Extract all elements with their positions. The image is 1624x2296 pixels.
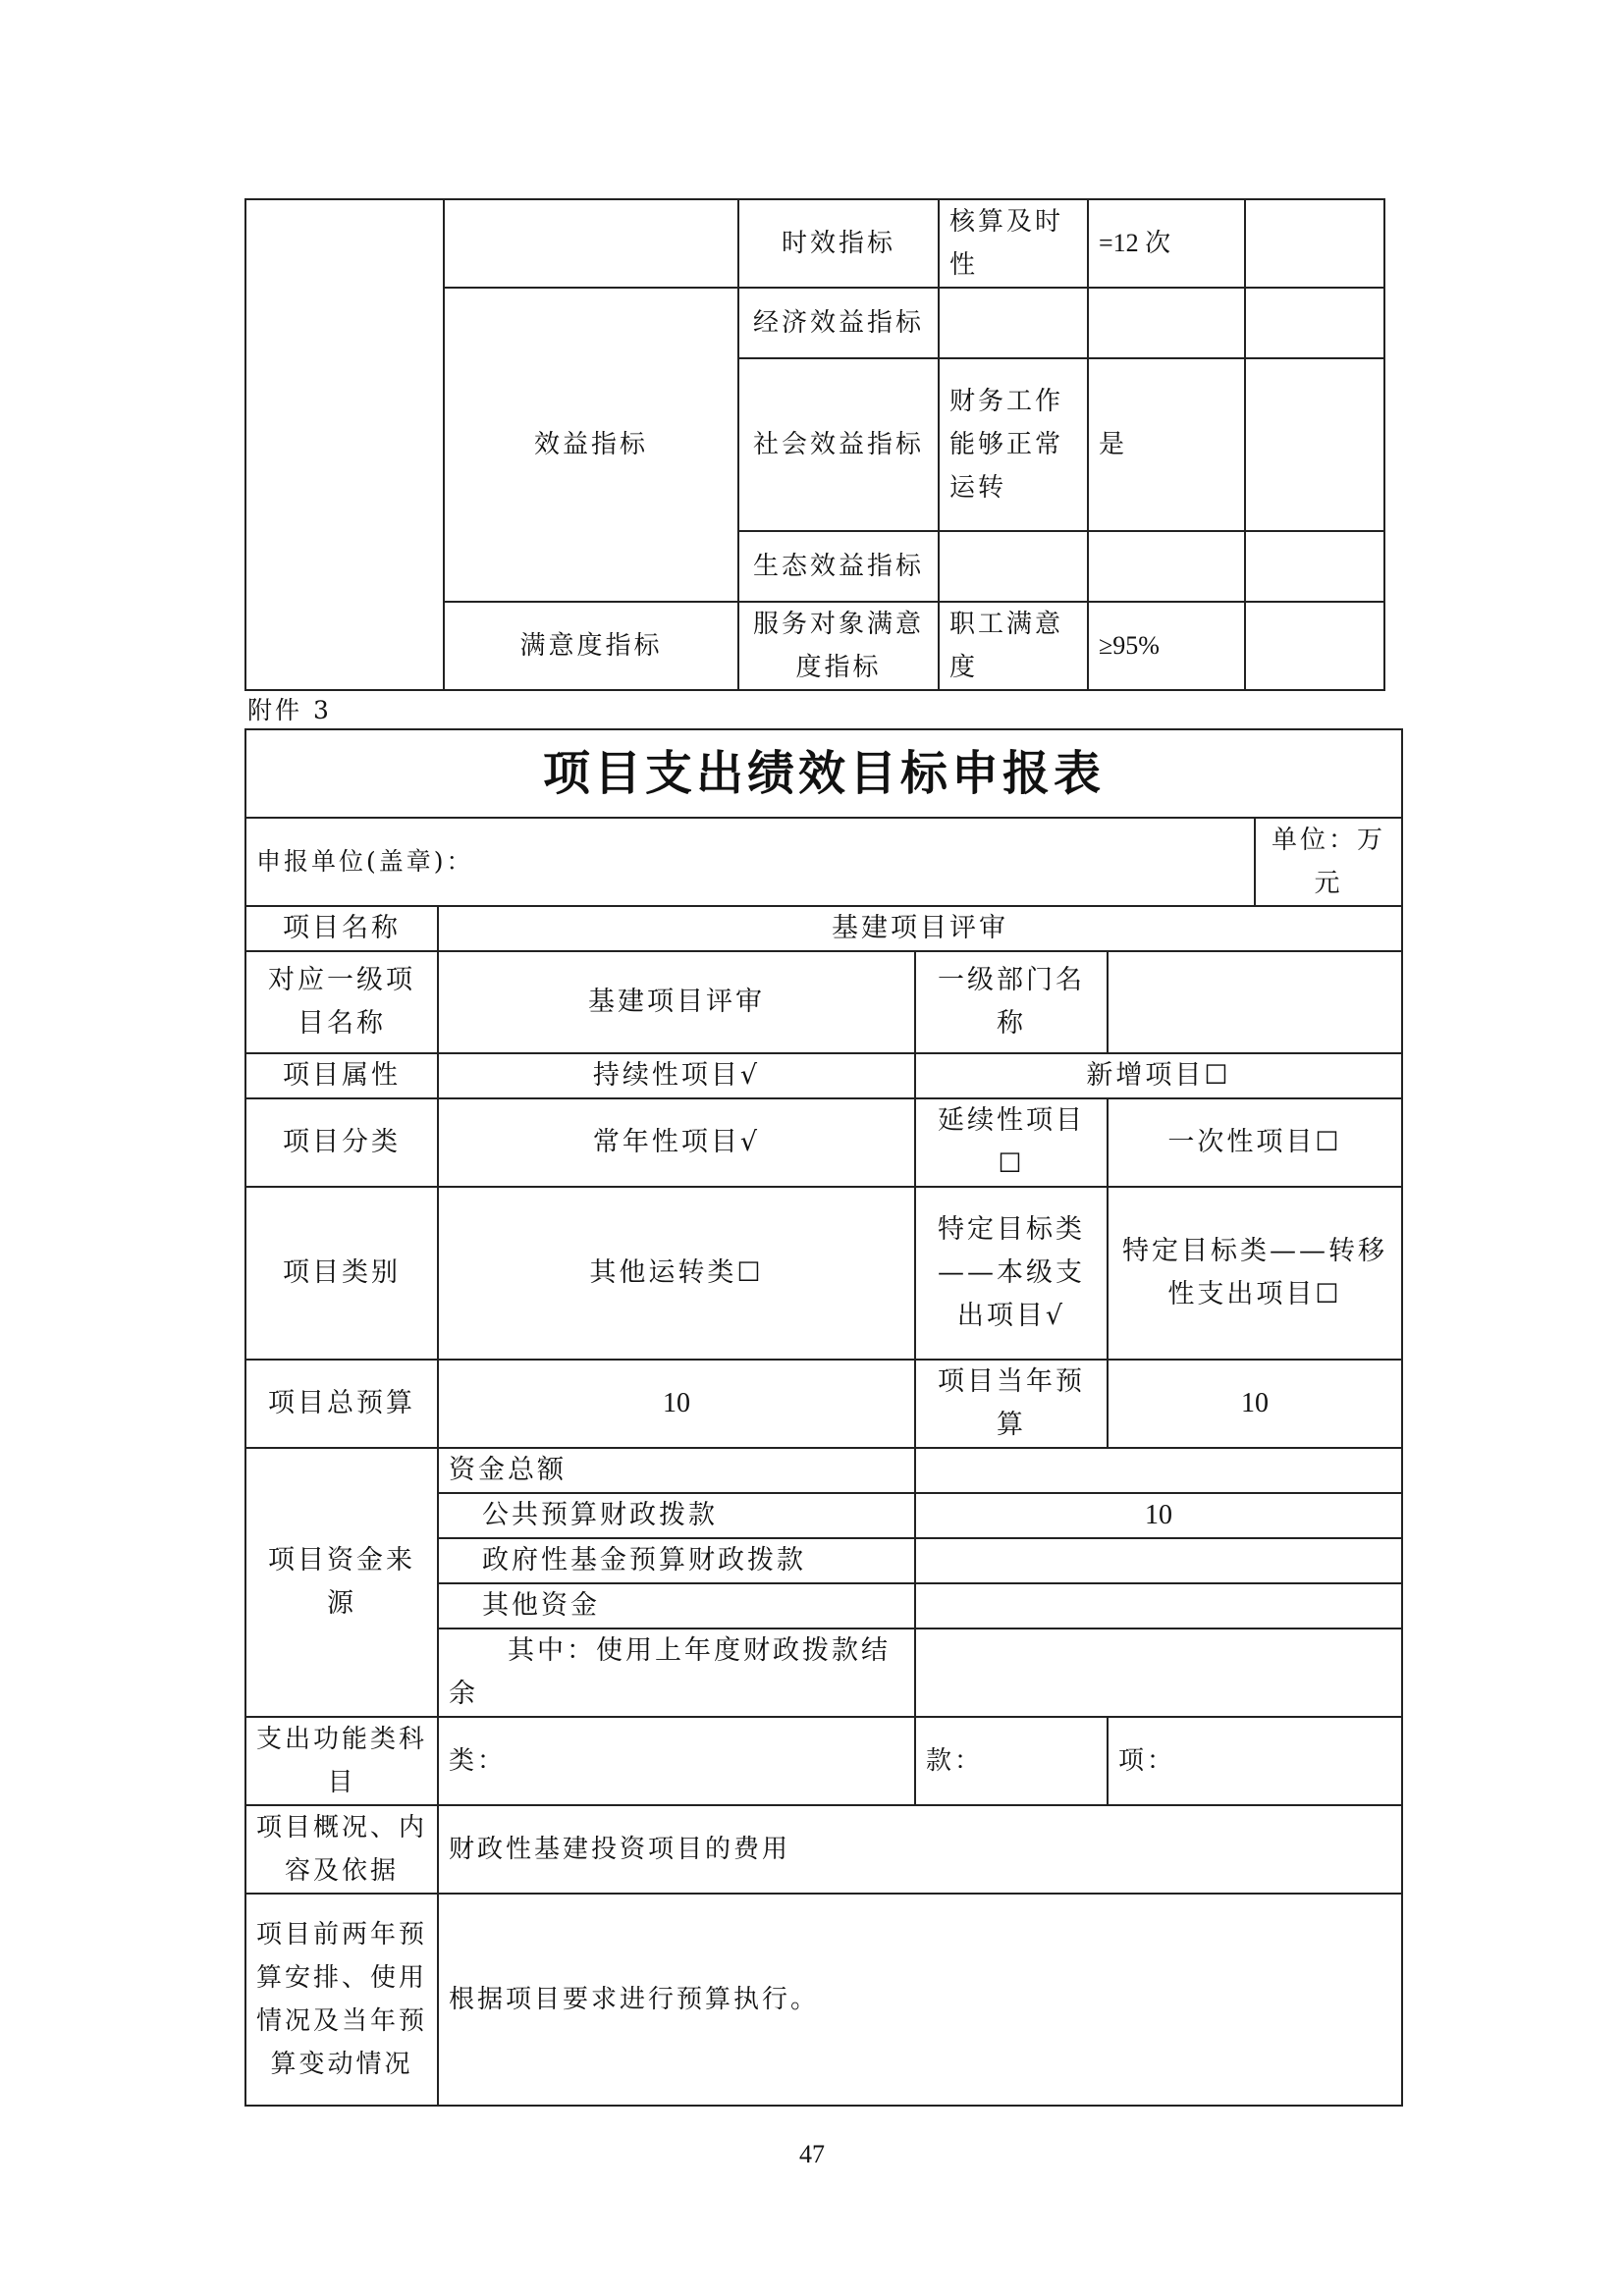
history-value: 根据项目要求进行预算执行。 bbox=[438, 1894, 1402, 2106]
empty-cell bbox=[1245, 199, 1384, 288]
applicant-row bbox=[245, 818, 1402, 906]
funding-item-label: 政府性基金预算财政拨款 bbox=[438, 1538, 915, 1583]
page-number: 47 bbox=[799, 2140, 825, 2168]
attribute-label: 项目属性 bbox=[245, 1053, 438, 1098]
empty-cell bbox=[444, 199, 738, 288]
function-class: 类： bbox=[438, 1717, 915, 1805]
empty-cell bbox=[245, 199, 444, 690]
overview-value: 财政性基建投资项目的费用 bbox=[438, 1805, 1402, 1894]
table-row bbox=[245, 1805, 1402, 1894]
funding-item-value bbox=[915, 1629, 1402, 1717]
table-row bbox=[245, 906, 1402, 951]
indicator-cell: 财务工作能够正常运转 bbox=[939, 358, 1088, 531]
table-row bbox=[245, 951, 1402, 1053]
history-label: 项目前两年预算安排、使用情况及当年预算变动情况 bbox=[245, 1894, 438, 2106]
attribute-continuing: 持续性项目√ bbox=[438, 1053, 915, 1098]
total-budget-label: 项目总预算 bbox=[245, 1360, 438, 1448]
funding-item-value: 10 bbox=[915, 1493, 1402, 1538]
parent-project-label: 对应一级项目名称 bbox=[245, 951, 438, 1053]
category-specific-transfer: 特定目标类——转移性支出项目☐ bbox=[1108, 1187, 1402, 1360]
table-row bbox=[245, 1894, 1402, 2106]
category-label: 项目类别 bbox=[245, 1187, 438, 1360]
unit-label: 单位：万元 bbox=[1255, 818, 1402, 906]
funding-label: 项目资金来源 bbox=[245, 1448, 438, 1717]
category-other: 其他运转类☐ bbox=[438, 1187, 915, 1360]
attribute-new: 新增项目☐ bbox=[915, 1053, 1402, 1098]
funding-item-label: 公共预算财政拨款 bbox=[438, 1493, 915, 1538]
table-row bbox=[245, 1717, 1402, 1805]
empty-cell bbox=[1245, 602, 1384, 690]
empty-cell bbox=[1245, 288, 1384, 358]
table-row bbox=[245, 1187, 1402, 1360]
total-budget-value: 10 bbox=[438, 1360, 915, 1448]
dept-value bbox=[1108, 951, 1402, 1053]
applicant-label: 申报单位(盖章)： bbox=[245, 818, 1255, 906]
category-specific-own: 特定目标类——本级支出项目√ bbox=[915, 1187, 1108, 1360]
function-label: 支出功能类科目 bbox=[245, 1717, 438, 1805]
value-cell: =12 次 bbox=[1088, 199, 1245, 288]
funding-item-label: 其他资金 bbox=[438, 1583, 915, 1629]
empty-cell bbox=[939, 288, 1088, 358]
class-extended: 延续性项目☐ bbox=[915, 1098, 1108, 1187]
value-cell: 是 bbox=[1088, 358, 1245, 531]
form-title: 项目支出绩效目标申报表 bbox=[245, 729, 1402, 818]
project-name-label: 项目名称 bbox=[245, 906, 438, 951]
indicator-cell: 职工满意度 bbox=[939, 602, 1088, 690]
parent-project-value: 基建项目评审 bbox=[438, 951, 915, 1053]
overview-label: 项目概况、内容及依据 bbox=[245, 1805, 438, 1894]
table-row bbox=[245, 1098, 1402, 1187]
satisfaction-label: 满意度指标 bbox=[444, 602, 738, 690]
function-section: 款： bbox=[915, 1717, 1108, 1805]
metric-cell: 服务对象满意度指标 bbox=[738, 602, 939, 690]
funding-row bbox=[245, 1448, 1402, 1493]
table-row bbox=[245, 1053, 1402, 1098]
class-onetime: 一次性项目☐ bbox=[1108, 1098, 1402, 1187]
metric-cell: 社会效益指标 bbox=[738, 358, 939, 531]
funding-item-value bbox=[915, 1538, 1402, 1583]
classification-label: 项目分类 bbox=[245, 1098, 438, 1187]
funding-item-label: 其中：使用上年度财政拨款结余 bbox=[438, 1629, 915, 1717]
indicator-cell: 核算及时性 bbox=[939, 199, 1088, 288]
class-regular: 常年性项目√ bbox=[438, 1098, 915, 1187]
empty-cell bbox=[1245, 358, 1384, 531]
metric-cell: 时效指标 bbox=[738, 199, 939, 288]
table-row bbox=[245, 199, 1384, 288]
project-name-value: 基建项目评审 bbox=[438, 906, 1402, 951]
attachment-label: 附件 3 bbox=[247, 696, 332, 724]
funding-item-label: 资金总额 bbox=[438, 1448, 915, 1493]
metric-cell: 经济效益指标 bbox=[738, 288, 939, 358]
value-cell: ≥95% bbox=[1088, 602, 1245, 690]
table-row bbox=[245, 1360, 1402, 1448]
performance-target-form bbox=[244, 728, 1403, 2107]
current-budget-label: 项目当年预算 bbox=[915, 1360, 1108, 1448]
continued-indicator-table bbox=[244, 198, 1385, 691]
function-item: 项： bbox=[1108, 1717, 1402, 1805]
dept-label: 一级部门名称 bbox=[915, 951, 1108, 1053]
metric-cell: 生态效益指标 bbox=[738, 531, 939, 602]
title-row bbox=[245, 729, 1402, 818]
empty-cell bbox=[1088, 531, 1245, 602]
empty-cell bbox=[939, 531, 1088, 602]
funding-item-value bbox=[915, 1448, 1402, 1493]
funding-item-value bbox=[915, 1583, 1402, 1629]
current-budget-value: 10 bbox=[1108, 1360, 1402, 1448]
benefit-label: 效益指标 bbox=[444, 288, 738, 602]
empty-cell bbox=[1245, 531, 1384, 602]
empty-cell bbox=[1088, 288, 1245, 358]
